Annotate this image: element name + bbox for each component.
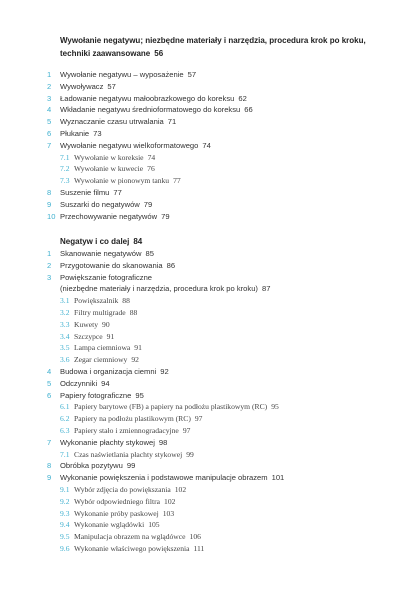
toc-entry-page: 92 bbox=[131, 355, 139, 365]
toc-entry-page: 99 bbox=[126, 461, 136, 471]
toc-entry-page: 91 bbox=[134, 343, 142, 353]
toc-entry-number: 6.3 bbox=[60, 425, 70, 435]
toc-entry-number: 9.2 bbox=[60, 496, 70, 506]
toc-entry-page: 105 bbox=[148, 520, 160, 530]
toc-entry-number: 9.6 bbox=[60, 543, 70, 553]
toc-entry bbox=[47, 437, 397, 449]
toc-entry bbox=[47, 472, 397, 484]
toc-entry-number: 2 bbox=[47, 260, 52, 270]
toc-entry-title: Wywołanie w koreksie bbox=[74, 152, 144, 162]
toc-entry-number: 5 bbox=[47, 117, 52, 127]
toc-entry bbox=[47, 140, 397, 152]
toc-entry-number: 3 bbox=[47, 272, 52, 282]
toc-entry-title: Wywołanie negatywu wielkoformatowego bbox=[60, 140, 199, 150]
toc-entry-title: Ładowanie negatywu małoobrazkowego do koreksu bbox=[60, 93, 235, 103]
toc-entry-title: (niezbędne materiały i narzędzia, procedura krok po kroku) bbox=[60, 284, 258, 294]
toc-entry-title: Suszarki do negatywów bbox=[60, 199, 140, 209]
toc-entry bbox=[47, 93, 397, 105]
toc-entry-number: 3 bbox=[47, 93, 52, 103]
toc-entry-page: 98 bbox=[158, 437, 168, 447]
toc-entry bbox=[47, 496, 397, 508]
toc-entry-page: 106 bbox=[189, 532, 201, 542]
toc-entry-number: 3.2 bbox=[60, 307, 70, 317]
toc-entry-page: 103 bbox=[162, 508, 175, 518]
toc-entry-title: Papiery barytowe (FB) a papiery na podłożu plastikowym (RC) bbox=[74, 402, 268, 412]
toc-entry-title: Papiery na podłożu plastikowym (RC) bbox=[74, 414, 191, 424]
toc-entry-title: Wywołanie w pionowym tanku bbox=[74, 176, 170, 186]
toc-entry-title: Wykonanie właściwego powiększenia bbox=[74, 543, 190, 553]
toc-entry-page: 88 bbox=[122, 296, 130, 306]
toc-entry-title: Czas naświetlania płachty stykowej bbox=[74, 449, 183, 459]
toc-entry-number: 4 bbox=[47, 366, 52, 376]
toc-entry-page: 74 bbox=[202, 140, 211, 150]
toc-entry bbox=[47, 69, 397, 81]
toc-entry bbox=[47, 531, 397, 543]
toc-entry-title: Budowa i organizacja ciemni bbox=[60, 366, 157, 376]
toc-entry bbox=[47, 519, 397, 531]
toc-entry bbox=[47, 390, 397, 402]
toc-entry-page: 57 bbox=[187, 70, 197, 79]
toc-entry-page: 102 bbox=[174, 484, 187, 494]
toc-entry bbox=[47, 378, 397, 390]
toc-entry bbox=[47, 295, 397, 307]
toc-entry-number: 6 bbox=[47, 128, 52, 138]
toc-entry-number: 5 bbox=[47, 378, 52, 388]
toc-entry bbox=[47, 319, 397, 331]
toc-entry-title: Wywołanie w kuwecie bbox=[74, 164, 144, 174]
toc-entry bbox=[47, 307, 397, 319]
toc-entry bbox=[47, 366, 397, 378]
toc-entry-title: Obróbka pozytywu bbox=[60, 461, 123, 471]
toc-entry-title: Odczynniki bbox=[60, 378, 98, 388]
toc-entry-title: Papiery stało i zmiennogradacyjne bbox=[74, 425, 179, 435]
toc-entry bbox=[47, 449, 397, 461]
toc-entry-title: Wywoływacz bbox=[60, 81, 104, 91]
toc-entry-page: 76 bbox=[147, 164, 155, 174]
toc-entry bbox=[47, 484, 397, 496]
toc-entry bbox=[47, 116, 397, 128]
toc-entry-page: 111 bbox=[193, 543, 205, 553]
toc-entry-page: 62 bbox=[238, 93, 247, 103]
toc-entry-title: Wybór zdjęcia do powiększania bbox=[74, 484, 171, 494]
toc-entry-page: 74 bbox=[147, 152, 156, 162]
toc-entry-number: 1 bbox=[47, 249, 52, 258]
toc-entry-title: Papiery fotograficzne bbox=[60, 390, 132, 400]
toc-entry-number: 4 bbox=[47, 105, 52, 115]
toc-entry-page: 66 bbox=[244, 105, 253, 115]
toc-entry-page: 79 bbox=[161, 211, 170, 221]
toc-entry bbox=[47, 199, 397, 211]
toc-entry-number: 3.1 bbox=[60, 296, 70, 306]
toc-list bbox=[47, 69, 397, 222]
toc-entry bbox=[47, 248, 397, 260]
toc-entry-page: 95 bbox=[271, 402, 279, 412]
toc-entry-number: 10 bbox=[47, 211, 56, 221]
toc-entry bbox=[47, 81, 397, 93]
toc-entry-title: Przechowywanie negatywów bbox=[60, 211, 158, 221]
toc-entry-title: Wybór odpowiedniego filtra bbox=[74, 496, 161, 506]
section-title: Wywołanie negatywu; niezbędne materiały i narzędzia, procedura krok po kroku, techniki zaawansowane 56 bbox=[60, 36, 366, 58]
section-page-number: 56 bbox=[154, 48, 164, 58]
toc-entry-number: 3.3 bbox=[60, 319, 70, 329]
toc-entry-title: Lampa ciemniowa bbox=[74, 343, 131, 353]
toc-entry-number: 3.6 bbox=[60, 355, 70, 365]
toc-entry-page: 97 bbox=[182, 425, 191, 435]
toc-entry-number: 2 bbox=[47, 81, 52, 91]
toc-entry bbox=[47, 543, 397, 555]
toc-entry-number: 7.2 bbox=[60, 164, 70, 174]
toc-entry-number: 7 bbox=[47, 437, 52, 447]
toc-entry-number: 6.1 bbox=[60, 402, 70, 412]
toc-entry-number: 9.3 bbox=[60, 508, 70, 518]
toc-entry-number: 6.2 bbox=[60, 414, 70, 424]
toc-entry-page: 95 bbox=[135, 390, 144, 400]
toc-entry-page: 87 bbox=[261, 284, 271, 294]
toc-entry-title: Kuwety bbox=[74, 319, 99, 329]
toc-entry-title: Wywołanie negatywu – wyposażenie bbox=[60, 70, 184, 79]
toc-entry bbox=[47, 187, 397, 199]
toc-entry bbox=[47, 460, 397, 472]
toc-entry-title: Filtry multigrade bbox=[74, 307, 126, 317]
toc-entry bbox=[47, 175, 397, 187]
toc-entry-number: 7.1 bbox=[60, 152, 70, 162]
toc-entry-title: Płukanie bbox=[60, 128, 90, 138]
toc-entry-title: Wkładanie negatywu średnioformatowego do koreksu bbox=[60, 105, 241, 115]
toc-entry bbox=[47, 342, 397, 354]
toc-entry-page: 94 bbox=[101, 378, 110, 388]
section-page-number: 84 bbox=[133, 237, 143, 246]
toc-entry bbox=[47, 354, 397, 366]
toc-entry-page: 86 bbox=[166, 260, 176, 270]
toc-entry bbox=[47, 401, 397, 413]
toc-entry bbox=[47, 104, 397, 116]
toc-entry-page: 88 bbox=[129, 307, 138, 317]
toc-entry-number: 6 bbox=[47, 390, 52, 400]
toc-entry-page: 73 bbox=[93, 128, 102, 138]
toc-entry-number: 8 bbox=[47, 187, 52, 197]
toc-entry-page: 97 bbox=[194, 414, 203, 424]
toc-entry-number: 7.1 bbox=[60, 449, 70, 459]
toc-entry bbox=[47, 508, 397, 520]
toc-entry-number: 9 bbox=[47, 473, 52, 483]
toc-entry-page: 77 bbox=[113, 187, 122, 197]
toc-entry-title: Wykonanie próby paskowej bbox=[74, 508, 159, 518]
toc-entry-number: 3.5 bbox=[60, 343, 70, 353]
toc-entry-page: 101 bbox=[271, 473, 285, 483]
toc-entry-number: 9.1 bbox=[60, 484, 70, 494]
toc-entry-number: 9.5 bbox=[60, 532, 70, 542]
toc-entry-page: 77 bbox=[173, 176, 181, 186]
toc-entry-title: Przygotowanie do skanowania bbox=[60, 260, 163, 270]
toc-entry-title: Wykonanie płachty stykowej bbox=[60, 437, 155, 447]
toc-entry-title: Suszenie filmu bbox=[60, 187, 110, 197]
toc-entry-page: 91 bbox=[106, 331, 115, 341]
toc-entry-page: 90 bbox=[102, 319, 110, 329]
toc-entry-title: Wykonanie powiększenia i podstawowe manipulacje obrazem bbox=[60, 473, 268, 483]
toc-entry-number: 1 bbox=[47, 70, 52, 79]
toc-entry-page: 102 bbox=[164, 496, 176, 506]
toc-entry-title: Manipulacja obrazem na wglądówce bbox=[74, 532, 186, 542]
toc-entry-title: Powiększanie fotograficzne bbox=[60, 272, 153, 282]
toc-entry bbox=[47, 211, 397, 223]
toc-list bbox=[47, 248, 397, 555]
toc-entry bbox=[47, 425, 397, 437]
toc-entry bbox=[47, 152, 397, 164]
toc-entry bbox=[47, 331, 397, 343]
toc-entry-title: Wyznaczanie czasu utrwalania bbox=[60, 117, 164, 127]
section-title: Negatyw i co dalej 84 bbox=[60, 237, 143, 246]
toc-entry-title: Skanowanie negatywów bbox=[60, 249, 142, 258]
toc-entry-title: Szczypce bbox=[74, 331, 103, 341]
toc-entry bbox=[47, 413, 397, 425]
toc-entry-page: 57 bbox=[107, 81, 116, 91]
toc-entry-number: 9.4 bbox=[60, 520, 70, 530]
toc-entry-number: 3.4 bbox=[60, 331, 70, 341]
toc-entry-page: 92 bbox=[160, 366, 169, 376]
toc-entry bbox=[47, 260, 397, 272]
toc-entry-page: 79 bbox=[143, 199, 153, 209]
toc-entry-number: 8 bbox=[47, 461, 52, 471]
toc-entry-page: 99 bbox=[186, 449, 194, 459]
toc-entry bbox=[47, 128, 397, 140]
toc-entry bbox=[47, 272, 397, 284]
toc-entry-title: Powiększalnik bbox=[74, 296, 119, 306]
toc-entry-number: 7.3 bbox=[60, 176, 70, 186]
toc-entry-number: 9 bbox=[47, 199, 52, 209]
toc-entry-title: Zegar ciemniowy bbox=[74, 355, 128, 365]
toc-entry-title: Wykonanie wglądówki bbox=[74, 520, 145, 530]
toc-entry bbox=[47, 163, 397, 175]
toc-entry-page: 85 bbox=[145, 249, 154, 258]
toc-entry-number: 7 bbox=[47, 140, 52, 150]
toc-entry bbox=[47, 283, 397, 295]
toc-entry-page: 71 bbox=[167, 117, 177, 127]
